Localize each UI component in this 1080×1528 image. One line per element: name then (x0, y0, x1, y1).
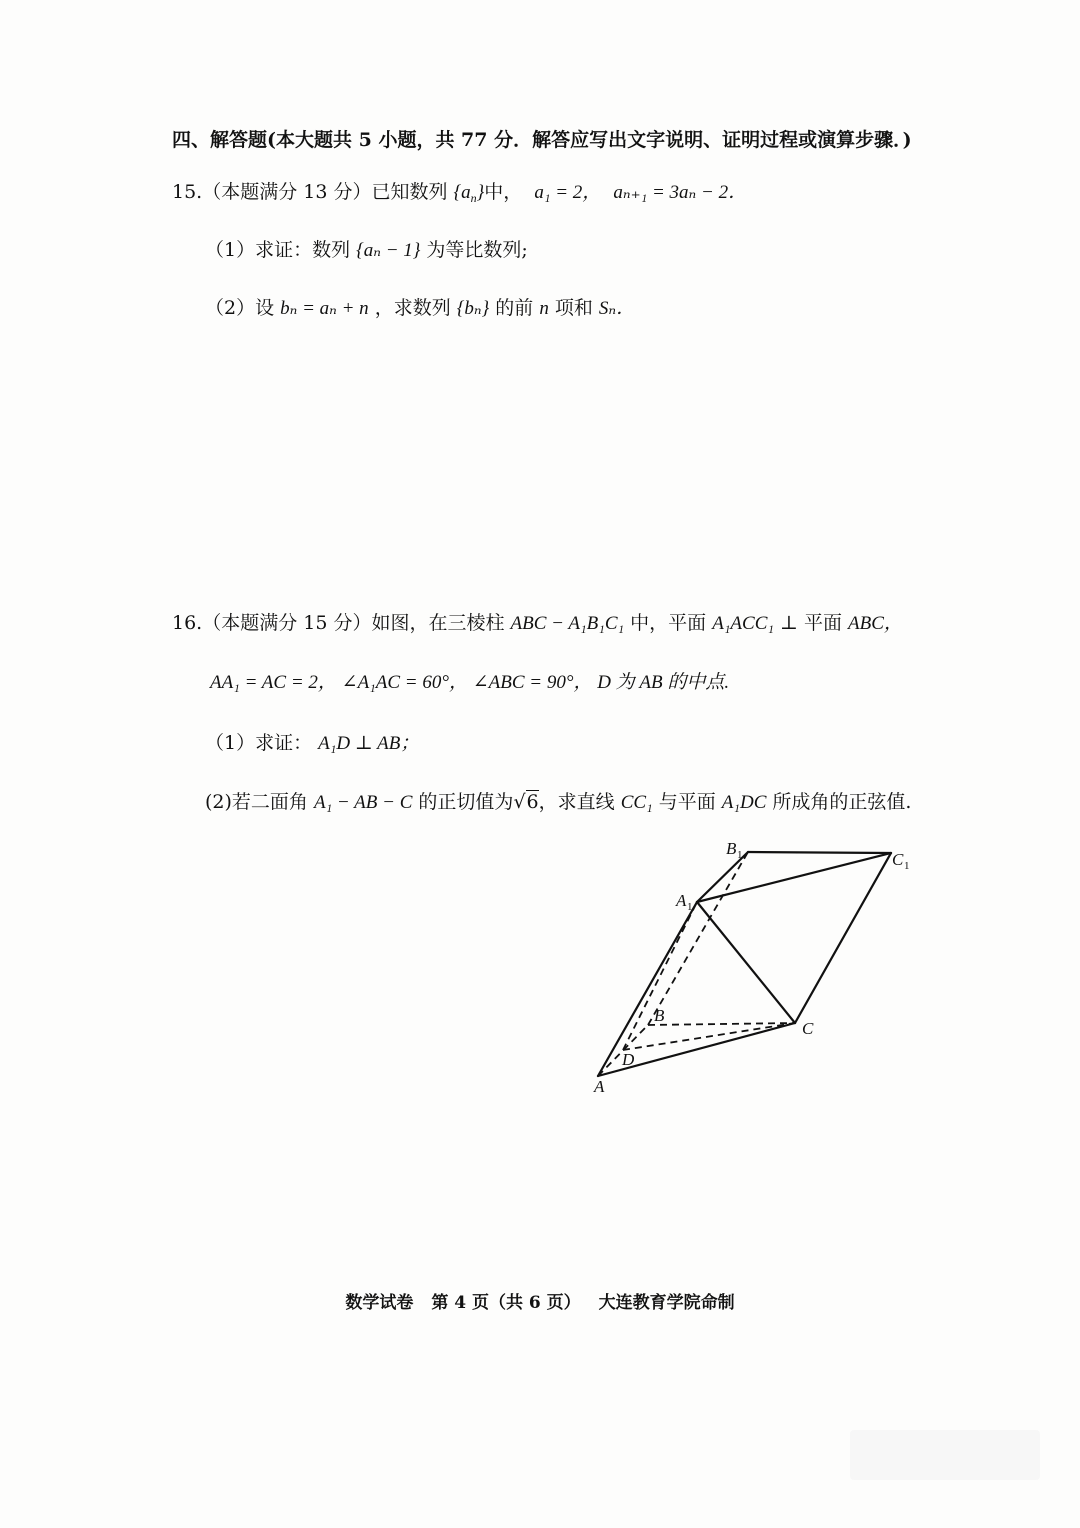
q16-part2-sqrt: 6 (526, 791, 539, 813)
label-D: D (622, 1050, 635, 1069)
q15-part2 (205, 296, 635, 321)
footer-exam: 数学试卷 (345, 1293, 414, 1313)
label-A1-sub: 1 (687, 901, 693, 913)
q16-plane2: ABC， (848, 613, 903, 634)
page-footer (0, 1288, 1080, 1313)
q16-part2-h: 所成角的正弦值. (772, 791, 912, 813)
prism-figure (580, 830, 940, 1100)
edge-CC1 (795, 853, 891, 1023)
q16-part2-f: 与平面 (658, 791, 716, 813)
q16-part2-c: 的正切值为 (418, 791, 514, 813)
q15-part2-expr: bₙ = aₙ + n (280, 298, 369, 319)
label-B1-sub: 1 (737, 849, 743, 861)
q16-part1-expr: A₁D ⊥ AB； (318, 733, 420, 754)
q15-cond1: a₁ = 2， (534, 182, 602, 203)
q16-prefix: （本题满分 15 分）如图，在三棱柱 (202, 612, 505, 634)
q15-part2-mid: ，求数列 (374, 297, 451, 319)
q15-zhong: 中， (484, 181, 523, 203)
q15-sequence: $\{a_n\}$ (453, 182, 485, 205)
q15-part2-label: （2）设 (205, 297, 275, 319)
q15-part2-tail2: 项和 (554, 297, 593, 319)
q16-part2-b: A₁ − AB − C (313, 792, 413, 813)
q15-part1-expr: {aₙ − 1} (356, 240, 421, 261)
edge-A1D (623, 902, 697, 1050)
edge-AA1 (598, 902, 697, 1076)
q15-part1-label: （1）求证：数列 (205, 239, 351, 261)
label-C1: C (892, 850, 904, 869)
label-A: A (594, 1077, 605, 1096)
edge-A1C (697, 902, 795, 1023)
q16-part2-e: CC₁ (620, 792, 653, 813)
q16-part2-g: A₁DC (721, 792, 767, 813)
q15-number: 15. (172, 181, 203, 203)
footer-page: 第 4 页（共 6 页） (431, 1293, 581, 1313)
q15-part2-tail1: 的前 (495, 297, 534, 319)
q16-plane1: A₁ACC₁ (712, 613, 774, 634)
label-B: B (654, 1006, 665, 1025)
label-B1: B (726, 839, 737, 858)
q16-conditions: AA₁ = AC = 2， ∠A₁AC = 60°， ∠ABC = 90°， D 为 AB 的中点. (210, 672, 730, 693)
q15-part2-seq: {bₙ} (456, 298, 490, 319)
q16-stem (172, 611, 903, 636)
edge-A1C1 (697, 853, 891, 902)
q15-part1-tail: 为等比数列; (426, 239, 528, 261)
q15-part2-S: Sₙ． (598, 298, 636, 319)
q15-part1 (205, 238, 528, 263)
edge-B1C1 (748, 852, 891, 853)
q16-perp: ⊥ 平面 (780, 612, 842, 634)
footer-author: 大连教育学院命制 (598, 1293, 735, 1313)
edge-BC (648, 1023, 795, 1025)
q16-part2-d: ，求直线 (538, 791, 615, 813)
q15-cond2: aₙ₊₁ = 3aₙ − 2． (613, 182, 748, 203)
q16-part2-a: (2)若二面角 (205, 791, 308, 813)
faint-smudge (850, 1430, 1040, 1480)
edge-BB1 (648, 852, 748, 1025)
q16-part2: (2)若二面角 A₁ − AB − C 的正切值为√6，求直线 CC₁ 与平面 A₁DC 所成角的正弦值. (205, 791, 912, 813)
label-A1: A (676, 891, 687, 910)
section-heading: 四、解答题(本大题共 5 小题，共 77 分．解答应写出文字说明、证明过程或演算步骤．) (172, 129, 912, 151)
q15-prefix: （本题满分 13 分）已知数列 (202, 181, 448, 203)
q16-part1 (205, 731, 419, 756)
q16-number: 16. (172, 612, 203, 634)
label-C: C (802, 1019, 814, 1038)
label-C1-sub: 1 (904, 860, 910, 872)
q16-mid: 中，平面 (630, 612, 707, 634)
q16-part1-label: （1）求证： (205, 732, 313, 754)
q15-part2-n: n (539, 298, 549, 319)
q15-stem (172, 180, 747, 205)
q16-prism: ABC − A₁B₁C₁ (510, 613, 625, 634)
